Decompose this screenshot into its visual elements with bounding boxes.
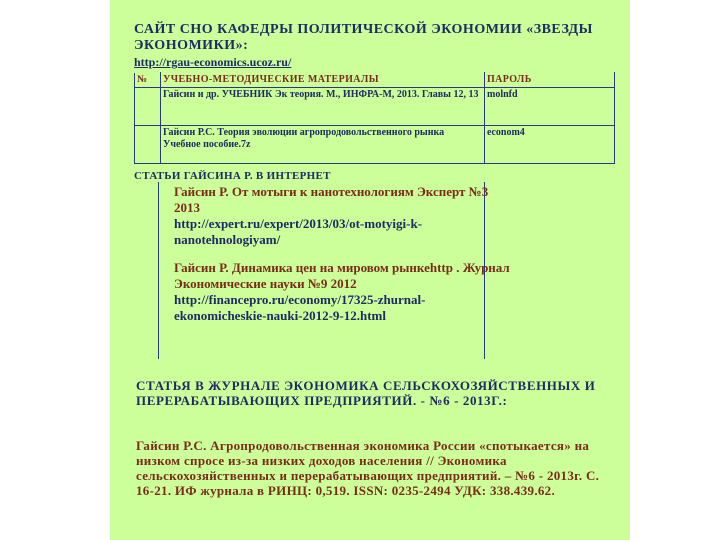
row-number <box>135 88 161 126</box>
column-header-password: ПАРОЛЬ <box>485 73 615 88</box>
site-title: САЙТ СНО КАФЕДРЫ ПОЛИТИЧЕСКОЙ ЭКОНОМИИ «ЗВЕЗДЫ ЭКОНОМИКИ»: <box>134 22 593 53</box>
column-header-number: № <box>135 73 161 88</box>
internet-articles-box <box>134 182 614 359</box>
table-header-row <box>135 73 615 88</box>
journal-heading: СТАТЬЯ В ЖУРНАЛЕ ЭКОНОМИКА СЕЛЬСКОХОЗЯЙСТВЕННЫХ И ПЕРЕРАБАТЫВАЮЩИХ ПРЕДПРИЯТИЙ. - №6 - 2013Г.: <box>136 378 596 408</box>
material-name: Гайсин и др. УЧЕБНИК Эк теория. М., ИНФРА-М, 2013. Главы 12, 13 <box>161 88 485 126</box>
material-password: econom4 <box>485 126 615 164</box>
internet-article <box>174 260 514 324</box>
article-link[interactable]: http://financepro.ru/economy/17325-zhurnal-ekonomicheskie-nauki-2012-9-12.html <box>174 292 426 323</box>
slide <box>110 0 630 540</box>
material-name: Гайсин Р.С. Теория эволюции агропродовольственного рынка Учебное пособие.7z <box>161 126 485 164</box>
site-link[interactable]: http://rgau-economics.ucoz.ru/ <box>134 55 292 69</box>
column-header-materials: УЧЕБНО-МЕТОДИЧЕСКИЕ МАТЕРИАЛЫ <box>161 73 485 88</box>
article-link[interactable]: http://expert.ru/expert/2013/03/ot-motyigi-k-nanotehnologiyam/ <box>174 216 423 247</box>
divider <box>158 182 159 359</box>
journal-article-citation: Гайсин Р.С. Агропродовольственная экономика России «спотыкается» на низком спросе из-за низких доходов населения // Экономика сельскохозяйственных и перерабатывающих предприятий. – №6 - 2013г. С. 16-21. ИФ журнала в РИНЦ: 0,519. ISSN: 0235-2494 УДК: 338.439.62. <box>136 438 600 498</box>
internet-articles-heading: СТАТЬИ ГАЙСИНА Р. В ИНТЕРНЕТ <box>134 170 331 182</box>
table-row <box>135 126 615 164</box>
internet-article <box>174 184 514 248</box>
article-title: Гайсин Р. Динамика цен на мировом рынкеhttp . Журнал Экономические науки №9 2012 <box>174 260 510 291</box>
materials-table <box>134 72 615 164</box>
row-number <box>135 126 161 164</box>
article-title: Гайсин Р. От мотыги к нанотехнологиям Эксперт №3 2013 <box>174 184 489 215</box>
material-password: molnfd <box>485 88 615 126</box>
table-row <box>135 88 615 126</box>
